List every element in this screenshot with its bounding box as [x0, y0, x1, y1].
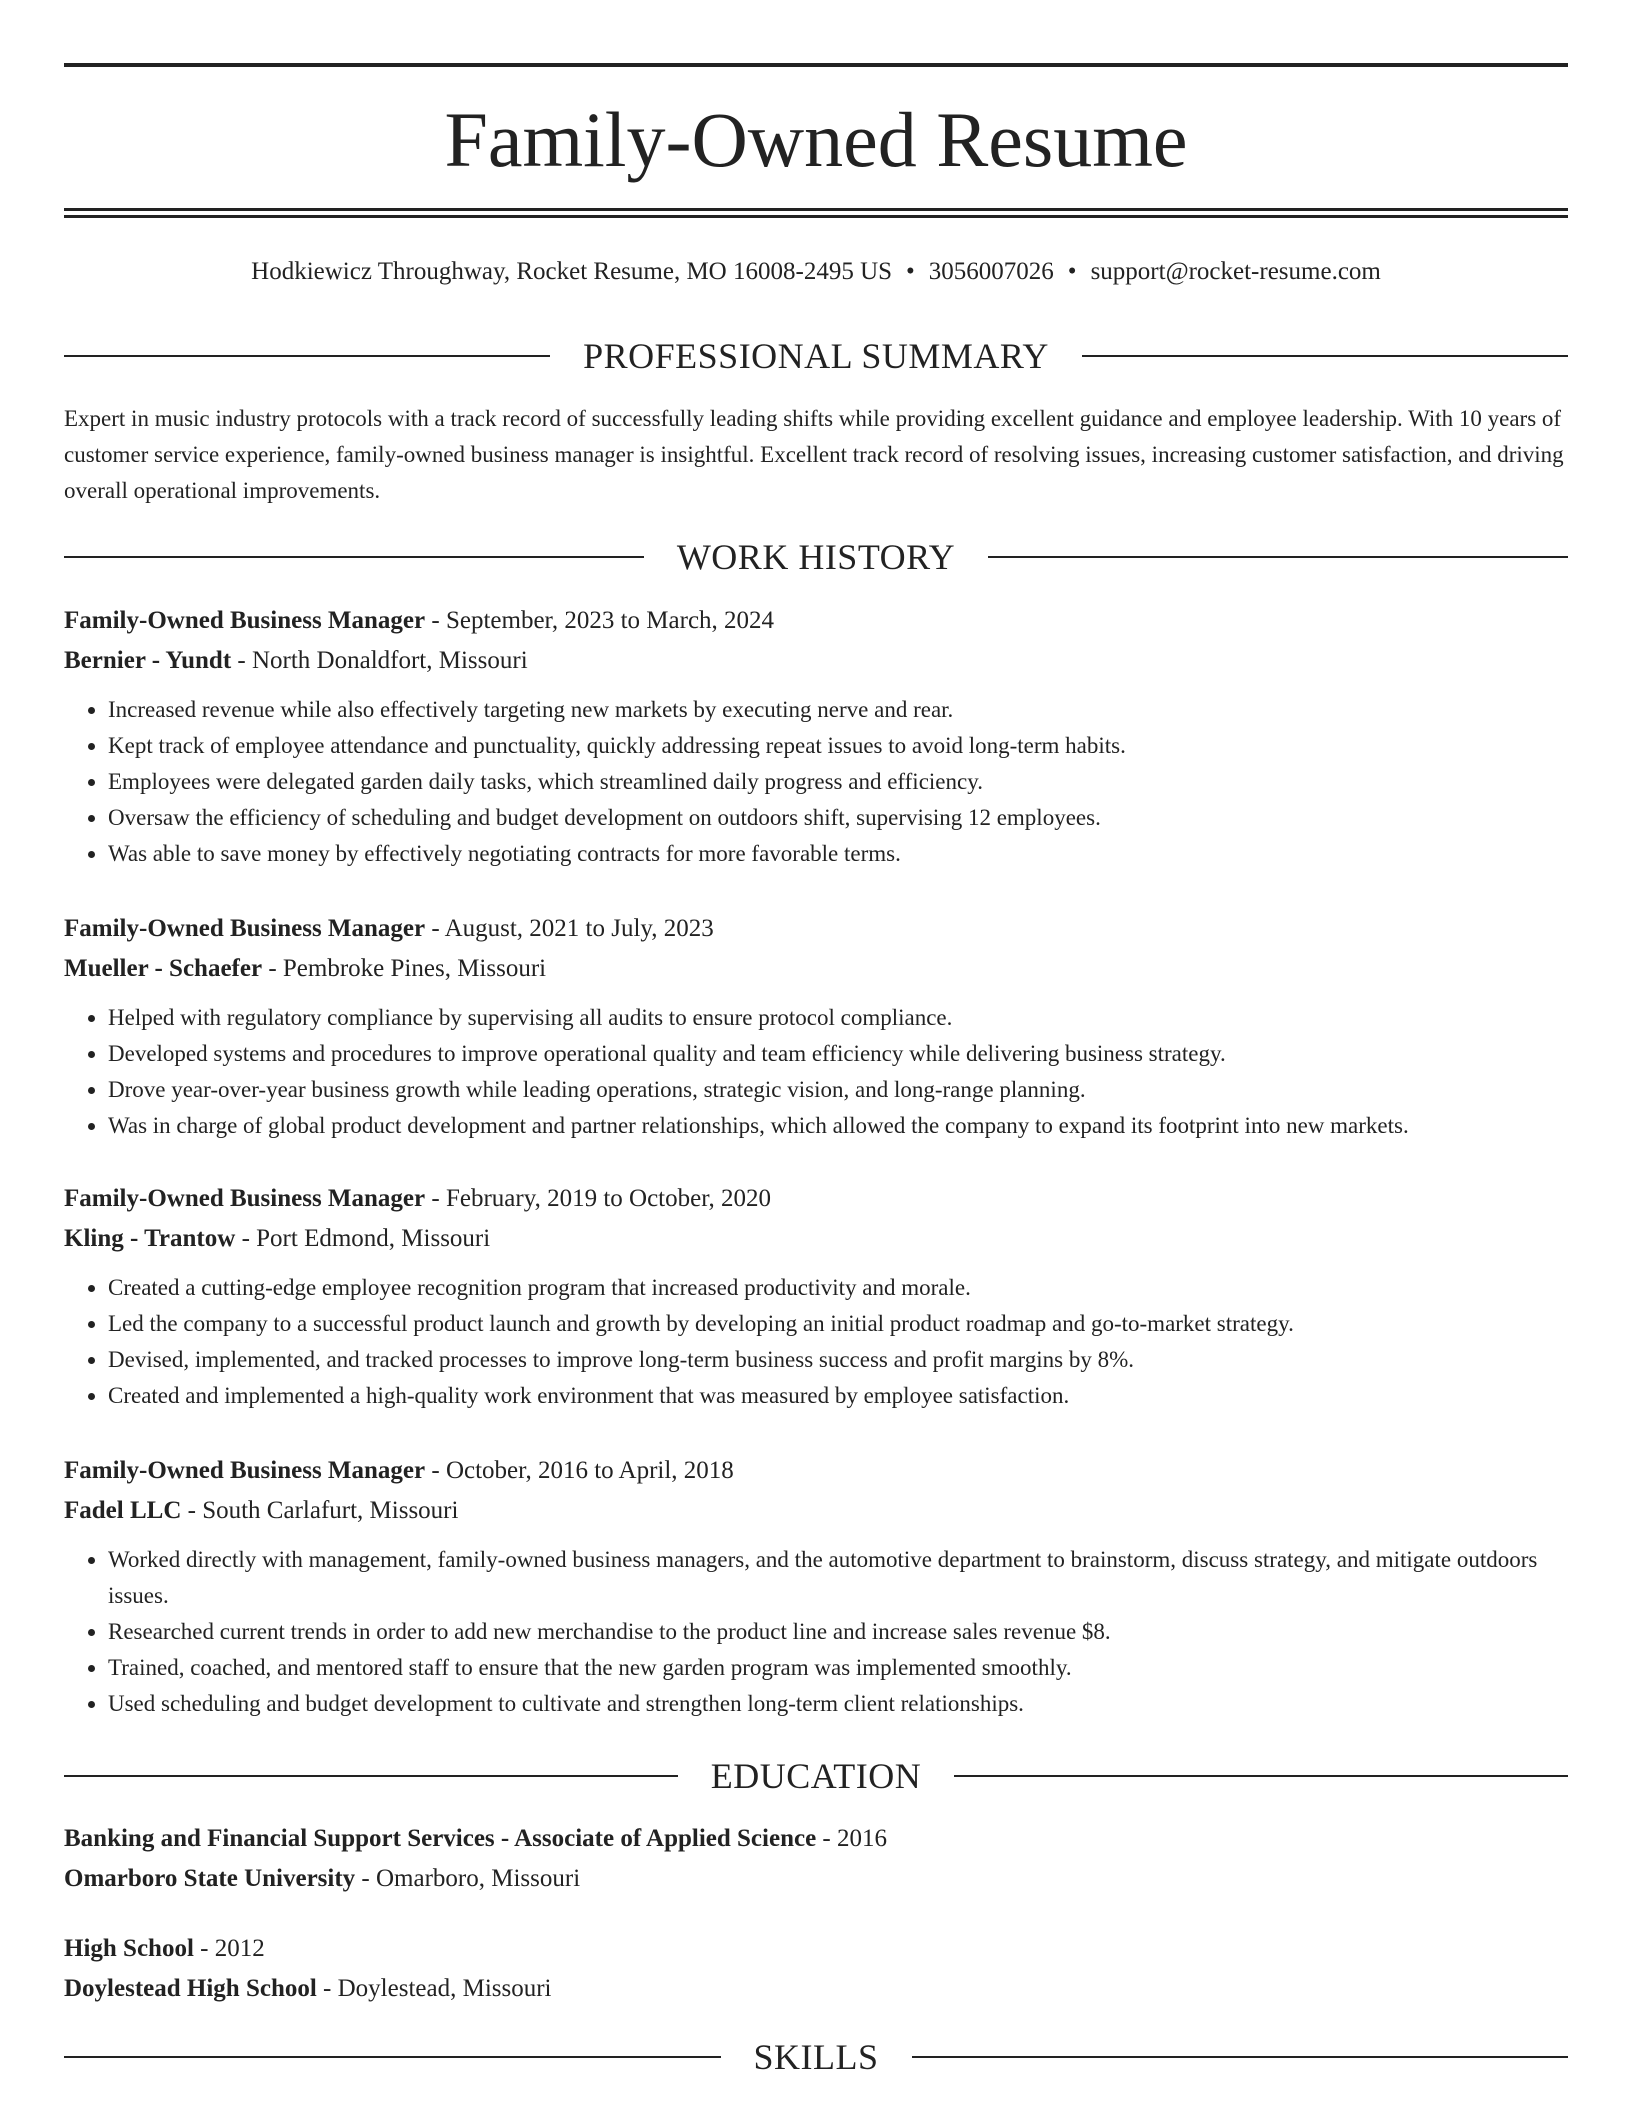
contact-separator: •: [1067, 258, 1077, 285]
heading-rule: [64, 556, 644, 558]
title-rule-lower: [64, 215, 1568, 218]
job-bullet: • Oversaw the efficiency of scheduling and budget development on outdoors shift, supervising 12 employees.: [108, 800, 1568, 836]
job-bullets: [64, 1000, 1568, 1144]
job-dates: - September, 2023 to March, 2024: [425, 607, 775, 634]
education-entry: [64, 1929, 1568, 2009]
summary-text: Expert in music industry protocols with a track record of successfully leading shifts while providing excellent guidance and employee leadership. With 10 years of customer service experience, family-owned business manager is insightful. Excellent track record of resolving issues, increasing customer satisfaction, and driving overall operational improvements.: [64, 406, 1564, 503]
job-bullet: • Created a cutting-edge employee recognition program that increased productivity and morale.: [108, 1270, 1568, 1306]
job-bullet: • Worked directly with management, family-owned business managers, and the automotive department to brainstorm, discuss strategy, and mitigate outdoors issues.: [108, 1542, 1568, 1614]
heading-rule: [64, 1775, 678, 1777]
contact-address: Hodkiewicz Throughway, Rocket Resume, MO 16008-2495 US: [251, 258, 893, 285]
heading-rule: [1082, 355, 1568, 357]
job-location: - Port Edmond, Missouri: [235, 1225, 491, 1252]
contact-phone: 3056007026: [928, 258, 1054, 285]
job-bullet: • Trained, coached, and mentored staff to ensure that the new garden program was implemented smoothly.: [108, 1650, 1568, 1686]
job-entry: [64, 1451, 1568, 1722]
section-title: WORK HISTORY: [676, 537, 956, 577]
job-location: - South Carlafurt, Missouri: [181, 1497, 459, 1524]
job-title: Family-Owned Business Manager: [64, 607, 426, 634]
education-degree: Banking and Financial Support Services - Associate of Applied Science: [64, 1825, 817, 1852]
section-heading-summary: [64, 334, 1568, 378]
education-year: - 2012: [193, 1935, 265, 1962]
resume-title: Family-Owned Resume: [444, 96, 1188, 183]
job-bullet: • Employees were delegated garden daily tasks, which streamlined daily progress and efficiency.: [108, 764, 1568, 800]
job-title-line: [64, 1179, 1568, 1219]
job-company: Mueller - Schaefer: [64, 955, 263, 982]
job-bullet: • Increased revenue while also effectively targeting new markets by executing nerve and rear.: [108, 692, 1568, 728]
job-location: - Pembroke Pines, Missouri: [262, 955, 547, 982]
job-bullet: • Drove year-over-year business growth while leading operations, strategic vision, and long-range planning.: [108, 1072, 1568, 1108]
job-company: Bernier - Yundt: [64, 647, 232, 674]
section-heading-skills: [64, 2035, 1568, 2079]
job-bullet: • Developed systems and procedures to improve operational quality and team efficiency while delivering business strategy.: [108, 1036, 1568, 1072]
section-heading-education: [64, 1754, 1568, 1798]
job-dates: - August, 2021 to July, 2023: [425, 915, 714, 942]
education-degree: High School: [64, 1935, 194, 1962]
job-title-line: [64, 909, 1568, 949]
heading-rule: [64, 355, 550, 357]
job-company-line: [64, 641, 1568, 681]
job-company-line: [64, 1491, 1568, 1531]
job-entry: [64, 601, 1568, 872]
job-title: Family-Owned Business Manager: [64, 915, 426, 942]
education-year: - 2016: [816, 1825, 887, 1852]
job-company: Fadel LLC: [64, 1497, 182, 1524]
contact-email: support@rocket-resume.com: [1090, 258, 1381, 285]
job-title-line: [64, 601, 1568, 641]
job-title: Family-Owned Business Manager: [64, 1457, 426, 1484]
job-bullet: • Was in charge of global product development and partner relationships, which allowed the company to expand its footprint into new markets.: [108, 1108, 1568, 1144]
education-location: - Omarboro, Missouri: [355, 1865, 581, 1892]
job-bullet: • Devised, implemented, and tracked processes to improve long-term business success and profit margins by 8%.: [108, 1342, 1568, 1378]
job-title: Family-Owned Business Manager: [64, 1185, 426, 1212]
job-bullet: • Was able to save money by effectively negotiating contracts for more favorable terms.: [108, 836, 1568, 872]
job-entry: [64, 909, 1568, 1144]
job-bullets: [64, 1542, 1568, 1722]
education-location: - Doylestead, Missouri: [316, 1975, 552, 2002]
education-degree-line: [64, 1819, 1568, 1859]
job-bullets: [64, 1270, 1568, 1414]
top-rule: [64, 63, 1568, 67]
job-bullets: [64, 692, 1568, 872]
education-school-line: [64, 1859, 1568, 1899]
job-title-line: [64, 1451, 1568, 1491]
contact-separator: •: [906, 258, 915, 285]
contact-line: [64, 254, 1568, 290]
job-bullet: • Created and implemented a high-quality work environment that was measured by employee satisfaction.: [108, 1378, 1568, 1414]
heading-rule: [988, 556, 1568, 558]
job-bullet: • Led the company to a successful product launch and growth by developing an initial product roadmap and go-to-market strategy.: [108, 1306, 1568, 1342]
section-title: PROFESSIONAL SUMMARY: [583, 336, 1049, 376]
job-entry: [64, 1179, 1568, 1414]
job-bullet: • Kept track of employee attendance and punctuality, quickly addressing repeat issues to avoid long-term habits.: [108, 728, 1568, 764]
job-dates: - February, 2019 to October, 2020: [425, 1185, 772, 1212]
heading-rule: [64, 2056, 721, 2058]
education-school-line: [64, 1969, 1568, 2009]
education-entry: [64, 1819, 1568, 1899]
job-bullet: • Researched current trends in order to add new merchandise to the product line and increase sales revenue $8.: [108, 1614, 1568, 1650]
job-location: - North Donaldfort, Missouri: [231, 647, 528, 674]
job-dates: - October, 2016 to April, 2018: [425, 1457, 734, 1484]
education-school: Omarboro State University: [64, 1865, 356, 1892]
education-school: Doylestead High School: [64, 1975, 317, 2002]
job-company-line: [64, 949, 1568, 989]
job-company-line: [64, 1219, 1568, 1259]
section-heading-work: [64, 535, 1568, 579]
section-title: SKILLS: [753, 2037, 879, 2077]
section-title: EDUCATION: [710, 1756, 922, 1796]
education-degree-line: [64, 1929, 1568, 1969]
job-company: Kling - Trantow: [64, 1225, 236, 1252]
job-bullet: • Helped with regulatory compliance by supervising all audits to ensure protocol compliance.: [108, 1000, 1568, 1036]
heading-rule: [912, 2056, 1569, 2058]
title-rule-upper: [64, 208, 1568, 211]
heading-rule: [954, 1775, 1568, 1777]
job-bullet: • Used scheduling and budget development to cultivate and strengthen long-term client relationships.: [108, 1686, 1568, 1722]
